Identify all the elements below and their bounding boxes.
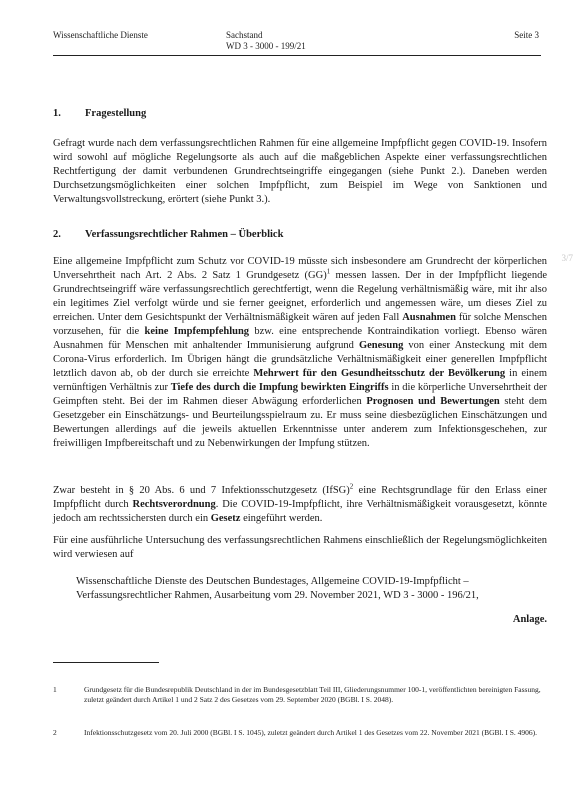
reference-citation: Wissenschaftliche Dienste des Deutschen Bundestages, Allgemeine COVID-19-Impfpflicht – Verfassungsrechtlicher Rahmen, Ausarbeitung vom 29. November 2021, WD 3 - 3000 - 196/21, — [76, 576, 479, 601]
text-run: Eine allgemeine Impfpflicht zum Schutz vor COVID-19 müsste sich insbesondere am Grundrecht der körperlichen Unversehrtheit nach Art. 2 Abs. 2 Satz 1 Grundgesetz (GG) — [53, 256, 547, 281]
emphasis-gesetz: Gesetz — [210, 513, 241, 524]
paragraph-overview — [53, 255, 547, 451]
emphasis-prognosen: Prognosen und Bewertungen — [366, 396, 500, 407]
footnote-ref-1[interactable]: 1 — [326, 267, 331, 276]
page-counter-watermark: 3/7 — [561, 253, 573, 263]
footnote-text: Grundgesetz für die Bundesrepublik Deutschland in der im Bundesgesetzblatt Teil III, Gliederungsnummer 100-1, veröffentlichten bereinigten Fassung, zuletzt geändert durch Artikel 1 und 2 Satz 2 des Gesetzes vom 29. September 2020 (BGBl. I S. 2048). — [84, 685, 541, 704]
section-number: 1. — [53, 108, 61, 119]
emphasis-rechtsverordnung: Rechtsverordnung — [132, 499, 216, 510]
header-page-number: Seite 3 — [514, 30, 539, 40]
emphasis-mehrwert: Mehrwert für den Gesundheitsschutz der Bevölkerung — [253, 368, 506, 379]
text-run: eine Rechtsgrundlage für den Erlass einer Impfpflicht durch — [53, 485, 547, 510]
text-run: messen lassen. Der in der Impfpflicht liegende Grundrechtseingriff wäre verfassungsrechtlich gerechtfertigt, wenn die Regelung verhältnismäßig wäre, mit ihr also ein legitimes Ziel verfolgt würde und sie ferner geeignet, erforderlich und angemessen wäre, um dieses Ziel zu erreichen. Unter dem Gesichtspunkt der Verhältnismäßigkeit wären auf jeden Fall — [53, 270, 547, 323]
section-heading-1 — [53, 108, 146, 119]
section-title: Verfassungsrechtlicher Rahmen – Überblick — [85, 229, 284, 240]
footnote-ref-2[interactable]: 2 — [349, 482, 354, 491]
section-title: Fragestellung — [85, 108, 147, 119]
section-number: 2. — [53, 229, 61, 240]
text-run: eingeführt werden. — [240, 513, 323, 524]
header-doc-ref: WD 3 - 3000 - 199/21 — [226, 41, 306, 51]
emphasis-eingriffstiefe: Tiefe des durch die Impfung bewirkten Eingriffs — [170, 382, 389, 393]
text-run: . Die COVID-19-Impfpflicht, ihre Verhältnismäßigkeit vorausgesetzt, könnte jedoch am rechtssichersten durch ein — [53, 499, 547, 524]
text-run: von einer Ansteckung mit dem Corona-Virus erforderlich. Im Übrigen hängt die grundsätzliche Verhältnismäßigkeit einer generellen Impfpflicht letztlich davon ab, ob der durch sie erreichte — [53, 340, 547, 379]
footnote-number: 2 — [53, 728, 57, 737]
paragraph-question: Gefragt wurde nach dem verfassungsrechtlichen Rahmen für eine allgemeine Impfpflicht gegen COVID-19. Insofern wird sowohl auf mögliche Regelungsorte als auch auf die maßgeblichen Aspekte einer verfassungsrechtlichen Rechtfertigung der damit verbundenen Grundrechtseingriffe eingegangen (siehe Punkt 2.). Daneben werden Durchsetzungsmöglichkeiten einer solchen Impfpflicht, zum Beispiel im Wege von Sanktionen und Verwaltungsvollstreckung, erörtert (siehe Punkt 3.). — [53, 138, 547, 205]
header-status: Sachstand — [226, 30, 263, 40]
text-run: für solche Menschen vorzusehen, für die — [53, 312, 547, 337]
footnote-2 — [53, 728, 548, 738]
header-doc-info — [226, 30, 306, 52]
paragraph-legal-basis — [53, 484, 547, 526]
header-divider — [53, 55, 541, 56]
section-heading-2 — [53, 229, 283, 240]
text-run: in einem vernünftigen Verhältnis zur — [53, 368, 548, 393]
header-org: Wissenschaftliche Dienste — [53, 30, 148, 40]
emphasis-impfempfehlung: keine Impfempfehlung — [144, 326, 250, 337]
footnote-divider — [53, 662, 159, 663]
paragraph-reference-intro: Für eine ausführliche Untersuchung des verfassungsrechtlichen Rahmens einschließlich der Regelungsmöglichkeiten wird verwiesen auf — [53, 535, 547, 560]
footnote-number: 1 — [53, 685, 57, 694]
attachment-label: Anlage. — [512, 614, 547, 625]
footnote-1 — [53, 685, 548, 705]
text-run: in die körperliche Unversehrtheit der Geimpften steht. Bei der im Rahmen dieser Abwägung erforderlichen — [53, 382, 547, 407]
text-run: bzw. eine entsprechende Kontraindikation vorliegt. Ebenso wären Ausnahmen für Menschen mit anhaltender Immunisierung aufgrund — [53, 326, 547, 351]
footnote-text: Infektionsschutzgesetz vom 20. Juli 2000 (BGBl. I S. 1045), zuletzt geändert durch Artikel 1 des Gesetzes vom 22. November 2021 (BGBl. I S. 4906). — [84, 728, 538, 737]
emphasis-ausnahmen: Ausnahmen — [402, 312, 456, 323]
text-run: steht dem Gesetzgeber ein Einschätzungs- und Beurteilungsspielraum zu. Er muss seine diesbezüglichen Einschätzungen und Bewertungen allerdings auf die jeweils aktuellen Erkenntnisse unter anderem zum Infektionsgeschehen, zur freiwilligen Impfbereitschaft und zu Nebenwirkungen der Impfung stützen. — [53, 396, 547, 449]
text-run: Zwar besteht in § 20 Abs. 6 und 7 Infektionsschutzgesetz (IfSG) — [53, 485, 350, 496]
emphasis-genesung: Genesung — [358, 340, 404, 351]
